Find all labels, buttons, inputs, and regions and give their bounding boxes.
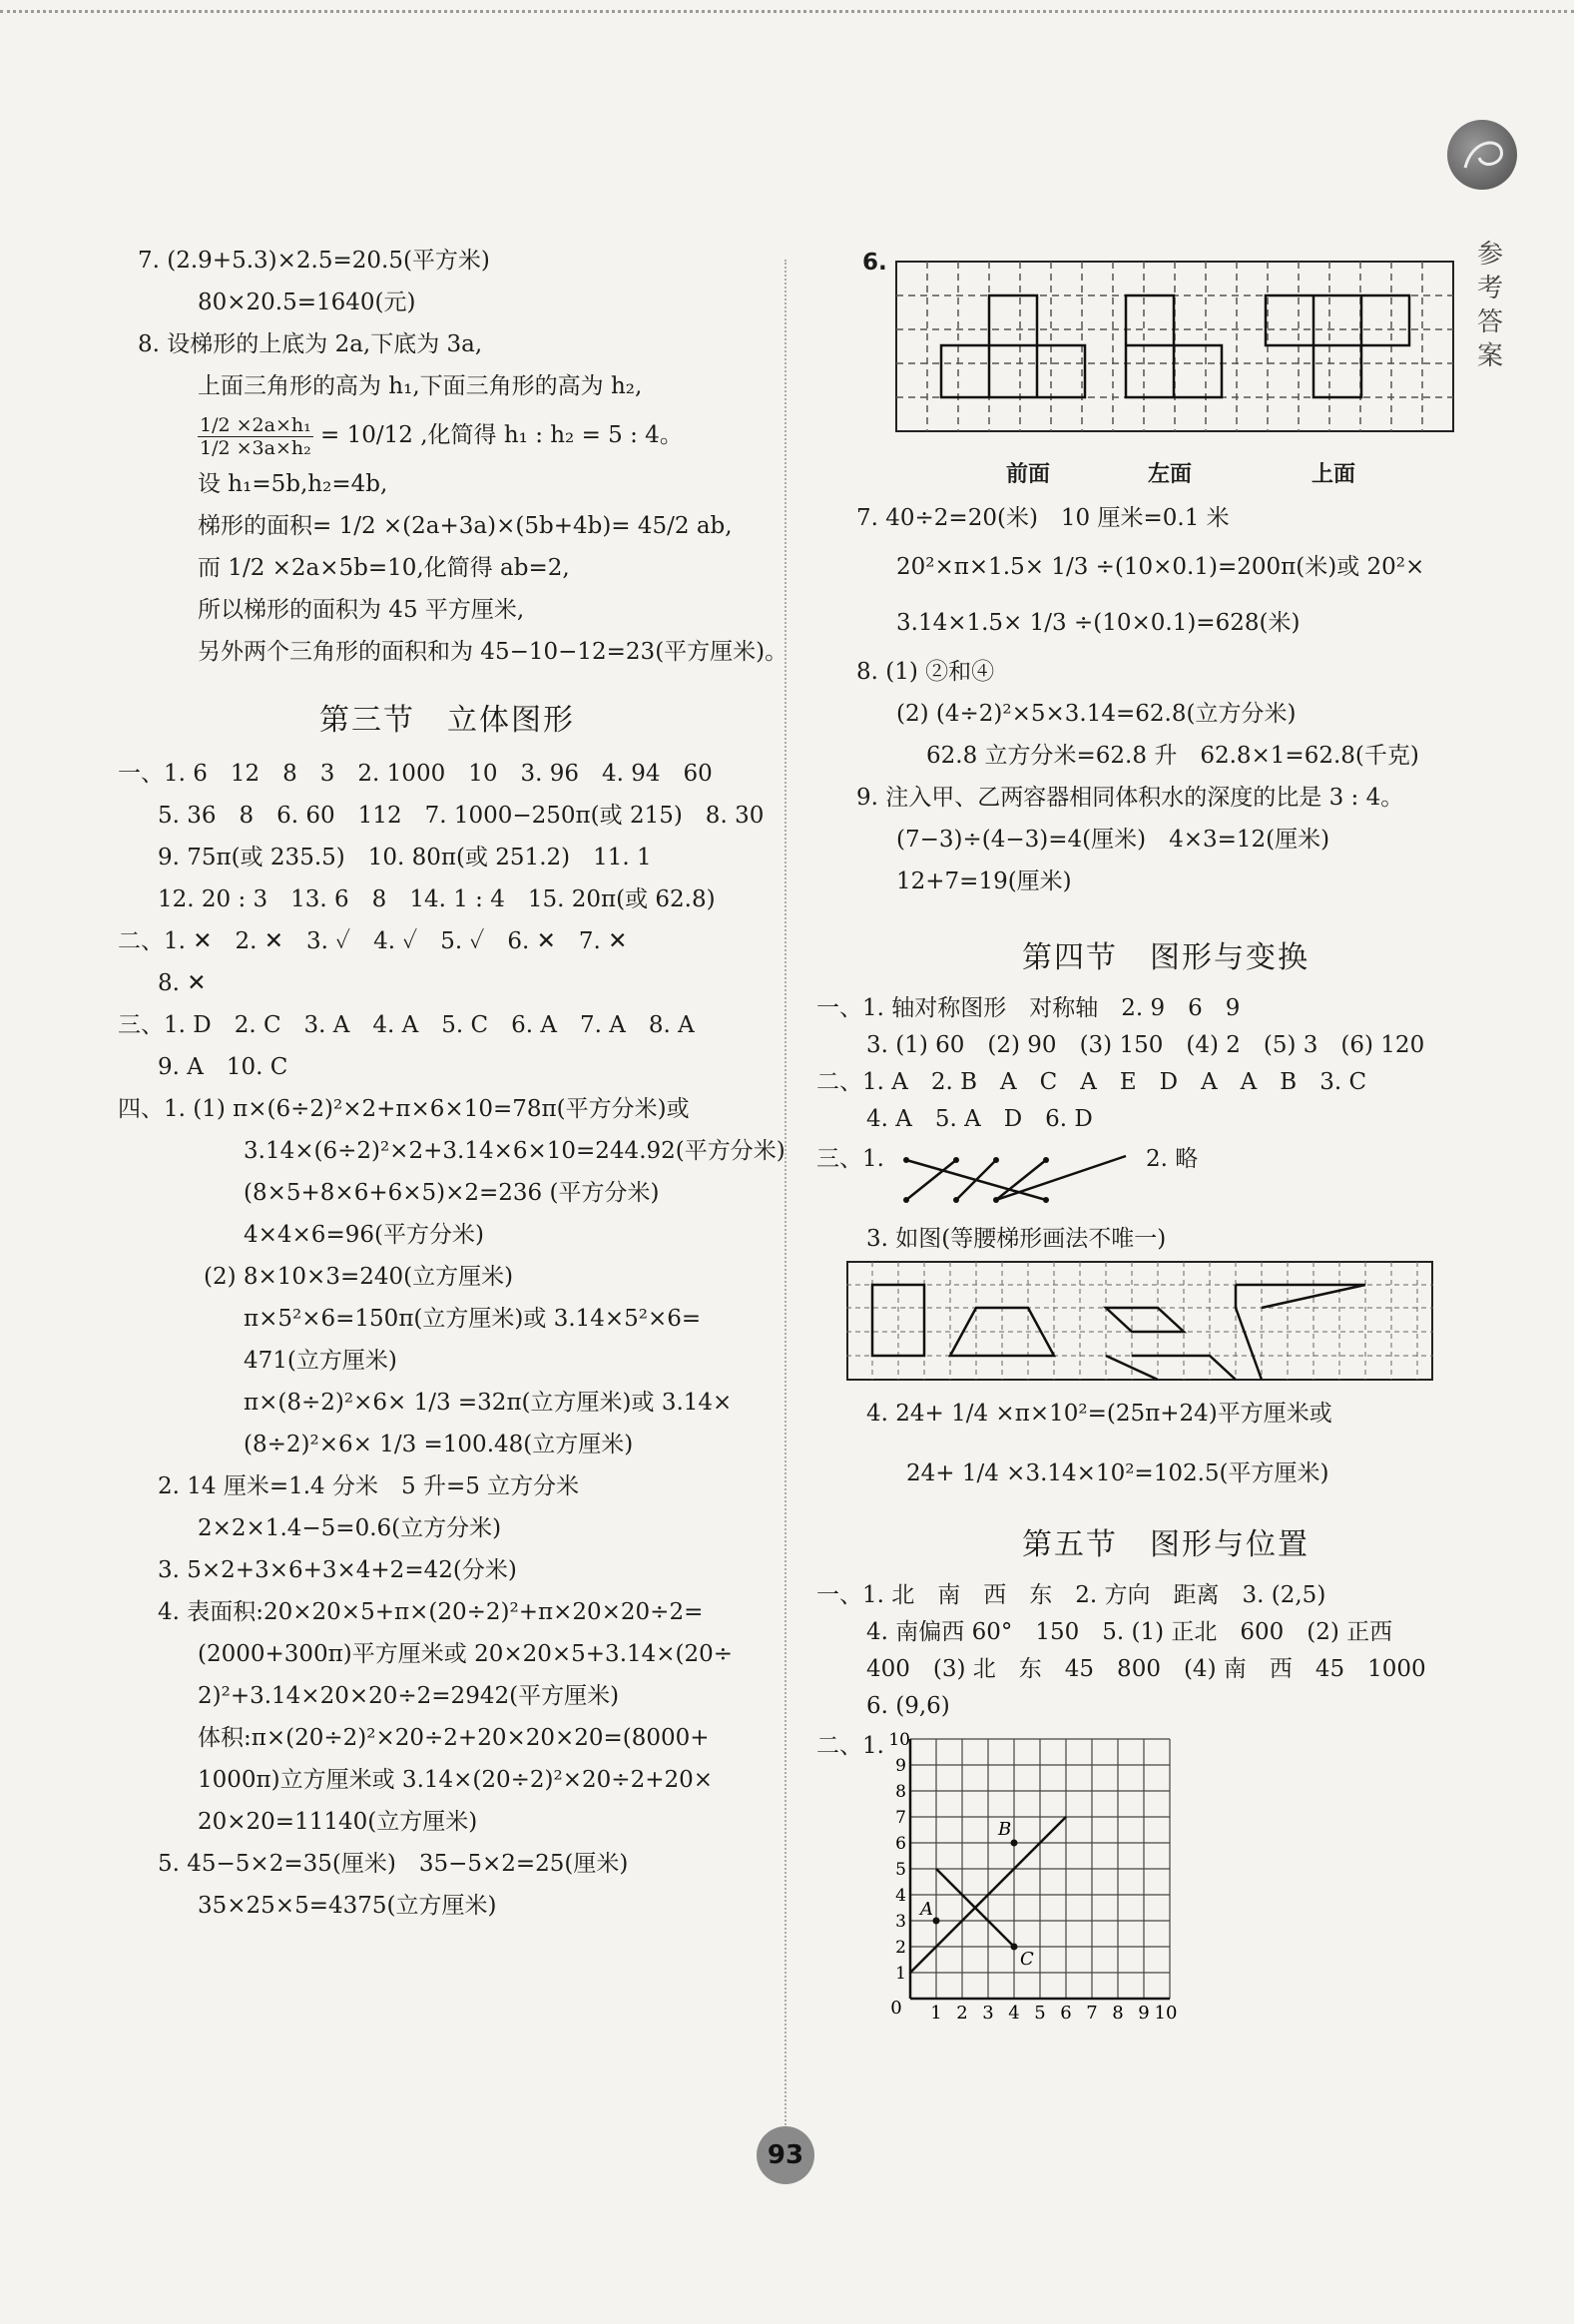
s3-part1-line-1: 一、1. 6 12 8 3 2. 1000 10 3. 96 4. 94 60 [118,761,713,787]
q8-line-8: 另外两个三角形的面积和为 45−10−12=23(平方厘米)。 [198,639,788,665]
s3-part3-line-2: 9. A 10. C [158,1054,288,1080]
y-tick-5: 5 [895,1860,906,1880]
y-tick-10: 10 [888,1730,910,1750]
view-label-front: 前面 [1006,462,1051,487]
view-label-left: 左面 [1148,462,1193,487]
y-tick-7: 7 [895,1808,906,1828]
point-label-a: A [920,1899,933,1920]
r-q9-line-1: 9. 注入甲、乙两容器相同体积水的深度的比是 3 : 4。 [856,785,1404,811]
s3-part4-line-12: 3. 5×2+3×6+3×4+2=42(分米) [158,1557,517,1583]
page-number: 93 [757,2126,814,2184]
s3-part4-line-14: (2000+300π)平方厘米或 20×20×5+3.14×(20÷ [198,1641,734,1667]
s3-part2-line-1: 二、1. ✕ 2. ✕ 3. ✓ 4. ✓ 5. ✓ 6. ✕ 7. ✕ [118,928,628,954]
q8-line-7: 所以梯形的面积为 45 平方厘米, [198,597,525,623]
s3-part4-line-4: 4×4×6=96(平方分米) [244,1222,484,1248]
section3-title: 第三节 立体图形 [319,703,575,738]
q8-line-4: 设 h₁=5b,h₂=4b, [198,471,388,497]
section5-title: 第五节 图形与位置 [1022,1527,1310,1562]
x-tick-10: 10 [1154,2003,1178,2024]
x-tick-9: 9 [1138,2003,1150,2024]
r-q7-line-2: 20²×π×1.5× 1/3 ÷(10×0.1)=200π(米)或 20²× [896,554,1425,580]
s3-part4-line-18: 20×20=11140(立方厘米) [198,1809,478,1835]
r-q9-line-3: 12+7=19(厘米) [896,869,1072,894]
matching-block [816,1138,1475,1218]
y-tick-8: 8 [895,1782,906,1802]
point-label-c: C [1020,1949,1034,1970]
s3-part4-line-16: 体积:π×(20÷2)²×20÷2+20×20×20=(8000+ [198,1725,710,1751]
s3-part4-line-13: 4. 表面积:20×20×5+π×(20÷2)²+π×20×20÷2= [158,1599,704,1625]
q8-fraction [198,414,313,459]
top-dotted-rule [0,10,1574,13]
s4-q3-1-label: 三、1. [816,1146,884,1172]
s3-part4-line-19: 5. 45−5×2=35(厘米) 35−5×2=25(厘米) [158,1851,629,1877]
q8-line-5: 梯形的面积= 1/2 ×(2a+3a)×(5b+4b)= 45/2 ab, [198,513,733,539]
s3-part4-line-3: (8×5+8×6+6×5)×2=236 (平方分米) [244,1180,660,1206]
x-tick-8: 8 [1112,2003,1124,2024]
x-tick-7: 7 [1086,2003,1098,2024]
view-label-top: 上面 [1312,462,1356,487]
q8-fraction-line [118,407,777,463]
s3-part3-line-1: 三、1. D 2. C 3. A 4. A 5. C 6. A 7. A 8. A [118,1012,695,1038]
r-q8-line-2: (2) (4÷2)²×5×3.14=62.8(立方分米) [896,701,1297,727]
x-tick-5: 5 [1034,2003,1046,2024]
q7-line-2: 80×20.5=1640(元) [198,290,416,315]
r-q7-line-3: 3.14×1.5× 1/3 ÷(10×0.1)=628(米) [896,610,1301,636]
s4-q4-line-2: 24+ 1/4 ×3.14×10²=102.5(平方厘米) [906,1460,1329,1486]
s3-part4-line-5: (2) 8×10×3=240(立方厘米) [204,1264,514,1290]
s5-line-4: 6. (9,6) [866,1693,950,1719]
matching-lines-figure [896,1138,1146,1218]
x-tick-1: 1 [930,2003,942,2024]
y-tick-3: 3 [895,1912,906,1932]
s3-part4-line-20: 35×25×5=4375(立方厘米) [198,1893,497,1919]
q8-line-1: 8. 设梯形的上底为 2a,下底为 3a, [138,331,483,357]
y-tick-6: 6 [895,1834,906,1854]
s3-part4-line-8: π×(8÷2)²×6× 1/3 =32π(立方厘米)或 3.14× [244,1390,733,1416]
s4-line-4: 4. A 5. A D 6. D [866,1106,1093,1132]
s3-part4-line-7: 471(立方厘米) [244,1348,397,1374]
left-column [118,240,788,1927]
transformation-grid-figure [846,1260,1435,1384]
section4-title: 第四节 图形与变换 [1022,940,1310,975]
s3-part4-line-1: 四、1. (1) π×(6÷2)²×2+π×6×10=78π(平方分米)或 [118,1096,690,1122]
s3-part4-line-9: (8÷2)²×6× 1/3 =100.48(立方厘米) [244,1432,634,1457]
point-label-b: B [998,1819,1012,1840]
x-tick-2: 2 [956,2003,968,2024]
s3-part4-line-15: 2)²+3.14×20×20÷2=2942(平方厘米) [198,1683,620,1709]
x-tick-0: 0 [890,1998,902,2019]
s3-part4-line-2: 3.14×(6÷2)²×2+3.14×6×10=244.92(平方分米) [244,1138,786,1164]
x-tick-4: 4 [1008,2003,1020,2024]
s5-line-1: 一、1. 北 南 西 东 2. 方向 距离 3. (2,5) [816,1582,1326,1608]
q8-fraction-top: 1/2 ×2a×h₁ [200,413,311,436]
s5-line-2: 4. 南偏西 60° 150 5. (1) 正北 600 (2) 正西 [866,1619,1393,1645]
s4-q3-3: 3. 如图(等腰梯形画法不唯一) [866,1226,1167,1252]
r-q8-line-3: 62.8 立方分米=62.8 升 62.8×1=62.8(千克) [926,743,1419,769]
three-view-figure [896,250,1475,449]
s4-q4-line-1: 4. 24+ 1/4 ×π×10²=(25π+24)平方厘米或 [866,1401,1332,1427]
s5-line-3: 400 (3) 北 东 45 800 (4) 南 西 45 1000 [866,1656,1426,1682]
q8-line-6: 而 1/2 ×2a×5b=10,化简得 ab=2, [198,555,570,581]
s4-q3-2: 2. 略 [1146,1146,1199,1172]
r-q9-line-2: (7−3)÷(4−3)=4(厘米) 4×3=12(厘米) [896,827,1330,853]
coordinate-block [816,1725,1475,2025]
side-tab: 参考答案 [1476,240,1503,371]
s4-line-1: 一、1. 轴对称图形 对称轴 2. 9 6 9 [816,995,1241,1021]
y-tick-9: 9 [895,1756,906,1776]
r-q7-line-1: 7. 40÷2=20(米) 10 厘米=0.1 米 [856,505,1230,531]
s3-part4-line-6: π×5²×6=150π(立方厘米)或 3.14×5²×6= [244,1306,702,1332]
q7-line-1: 7. (2.9+5.3)×2.5=20.5(平方米) [138,248,490,274]
s3-part1-line-4: 12. 20 : 3 13. 6 8 14. 1 : 4 15. 20π(或 62.8) [158,886,716,912]
x-tick-3: 3 [982,2003,994,2024]
r-q8-line-1: 8. (1) ②和④ [856,659,995,685]
x-tick-6: 6 [1060,2003,1072,2024]
s3-part1-line-3: 9. 75π(或 235.5) 10. 80π(或 251.2) 11. 1 [158,845,652,871]
s3-part2-line-2: 8. ✕ [158,970,207,996]
s4-line-2: 3. (1) 60 (2) 90 (3) 150 (4) 2 (5) 3 (6) 120 [866,1032,1425,1058]
s3-part1-line-2: 5. 36 8 6. 60 112 7. 1000−250π(或 215) 8. 30 [158,803,765,829]
q8-fraction-rest: = 10/12 ,化简得 h₁ : h₂ = 5 : 4。 [320,422,683,448]
ornament-icon [1447,120,1517,190]
s4-line-3: 二、1. A 2. B A C A E D A A B 3. C [816,1069,1367,1095]
s3-part4-line-10: 2. 14 厘米=1.4 分米 5 升=5 立方分米 [158,1473,580,1499]
q6-label: 6. [862,250,887,276]
y-tick-4: 4 [895,1886,906,1906]
y-tick-2: 2 [895,1938,906,1958]
right-column [816,250,1475,2025]
s5-q2-label: 二、1. [816,1733,884,1759]
s3-part4-line-17: 1000π)立方厘米或 3.14×(20÷2)²×20÷2+20× [198,1767,714,1793]
column-divider [785,260,787,2136]
q8-fraction-bottom: 1/2 ×3a×h₂ [200,436,311,459]
q6-block [856,250,1475,485]
y-tick-1: 1 [895,1964,906,1984]
q8-line-2: 上面三角形的高为 h₁,下面三角形的高为 h₂, [198,373,643,399]
s3-part4-line-11: 2×2×1.4−5=0.6(立方分米) [198,1515,502,1541]
coordinate-grid-figure [888,1729,1178,2029]
